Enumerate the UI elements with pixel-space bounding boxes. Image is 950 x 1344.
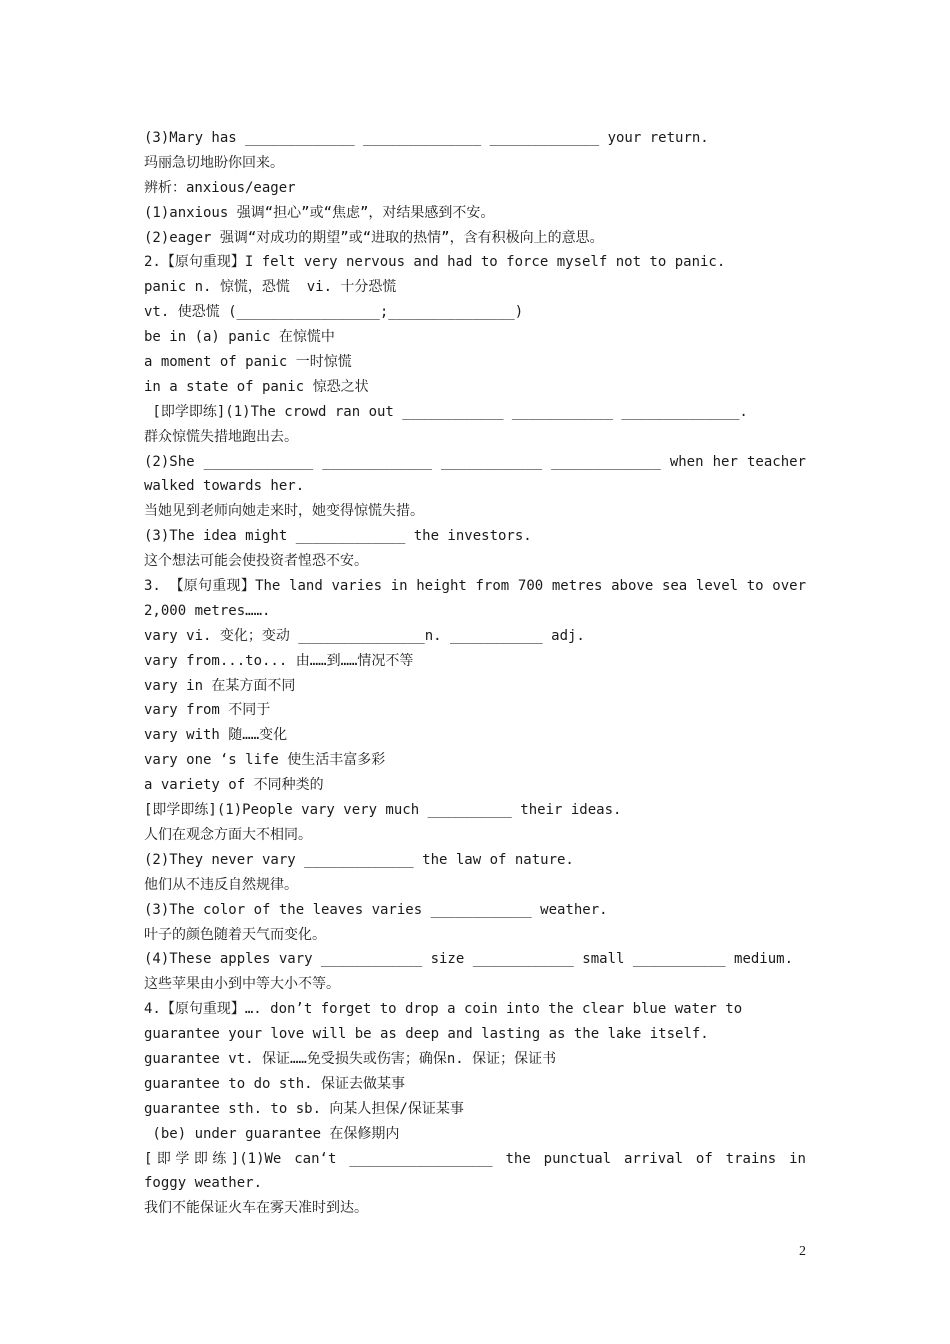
- text-line: vary in 在某方面不同: [144, 677, 296, 694]
- text-line: 人们在观念方面大不相同。: [144, 826, 312, 843]
- text-line: a variety of 不同种类的: [144, 777, 324, 794]
- text-line: 当她见到老师向她走来时，她变得惊慌失措。: [144, 503, 424, 520]
- text-line: (3)The color of the leaves varies ____________ weather.: [144, 901, 608, 918]
- text-line: walked towards her.: [144, 478, 305, 495]
- text-line: 玛丽急切地盼你回来。: [144, 154, 284, 171]
- text-line: 2.【原句重现】I felt very nervous and had to force myself not to panic.: [144, 254, 726, 271]
- page-number: 2: [799, 1244, 806, 1259]
- text-line: guarantee vt. 保证……免受损失或伤害；确保n. 保证；保证书: [144, 1050, 557, 1067]
- text-line: in a state of panic 惊恐之状: [144, 378, 369, 395]
- text-line: [即学即练](1)We can‘t _________________ the punctual arrival of trains in: [144, 1150, 806, 1167]
- text-line: 4.【原句重现】…. don’t forget to drop a coin into the clear blue water to: [144, 1001, 743, 1018]
- text-line: (2)eager 强调“对成功的期望”或“进取的热情”，含有积极向上的意思。: [144, 229, 604, 246]
- text-line: 这个想法可能会使投资者惶恐不安。: [144, 553, 368, 570]
- text-line: 2,000 metres…….: [144, 602, 271, 619]
- text-line: (3)Mary has _____________ ______________ _____________ your return.: [144, 130, 709, 146]
- text-line: a moment of panic 一时惊慌: [144, 354, 352, 371]
- text-line: (1)anxious 强调“担心”或“焦虑”，对结果感到不安。: [144, 204, 495, 221]
- text-line: foggy weather.: [144, 1175, 263, 1192]
- text-line: 这些苹果由小到中等大小不等。: [144, 976, 340, 993]
- text-line: guarantee sth. to sb. 向某人担保/保证某事: [144, 1100, 464, 1117]
- text-line: 我们不能保证火车在雾天准时到达。: [144, 1200, 368, 1217]
- document-body: [144, 126, 806, 1221]
- text-line: 3. 【原句重现】The land varies in height from 700 metres above sea level to over: [144, 578, 806, 595]
- text-line: guarantee to do sth. 保证去做某事: [144, 1075, 406, 1092]
- text-line: (3)The idea might _____________ the investors.: [144, 528, 532, 545]
- text-line: (4)These apples vary ____________ size ____________ small ___________ medium.: [144, 951, 794, 968]
- text-line: vary with 随……变化: [144, 727, 288, 744]
- text-line: (2)They never vary _____________ the law of nature.: [144, 851, 574, 868]
- text-line: panic n. 惊慌，恐慌 vi. 十分恐慌: [144, 279, 397, 296]
- text-line: vary from...to... 由……到……情况不等: [144, 652, 414, 669]
- text-line: vt. 使恐慌 (_________________;_______________): [144, 304, 524, 321]
- text-line: (2)She _____________ _____________ ____________ _____________ when her teacher: [144, 453, 806, 470]
- text-line: guarantee your love will be as deep and lasting as the lake itself.: [144, 1026, 709, 1043]
- text-line: (be) under guarantee 在保修期内: [144, 1125, 400, 1142]
- text-line: [即学即练](1)The crowd ran out ____________ ____________ ______________.: [144, 403, 748, 420]
- text-line: 辨析：anxious/eager: [144, 179, 296, 196]
- text-line: [即学即练](1)People vary very much __________ their ideas.: [144, 802, 622, 819]
- text-line: vary from 不同于: [144, 702, 271, 719]
- text-line: vary one ‘s life 使生活丰富多彩: [144, 752, 386, 769]
- text-line: 群众惊慌失措地跑出去。: [144, 428, 298, 445]
- text-line: vary vi. 变化；变动 _______________n. ___________ adj.: [144, 627, 585, 644]
- text-line: 他们从不违反自然规律。: [144, 876, 298, 893]
- text-line: 叶子的颜色随着天气而变化。: [144, 926, 326, 943]
- text-line: be in (a) panic 在惊慌中: [144, 329, 335, 346]
